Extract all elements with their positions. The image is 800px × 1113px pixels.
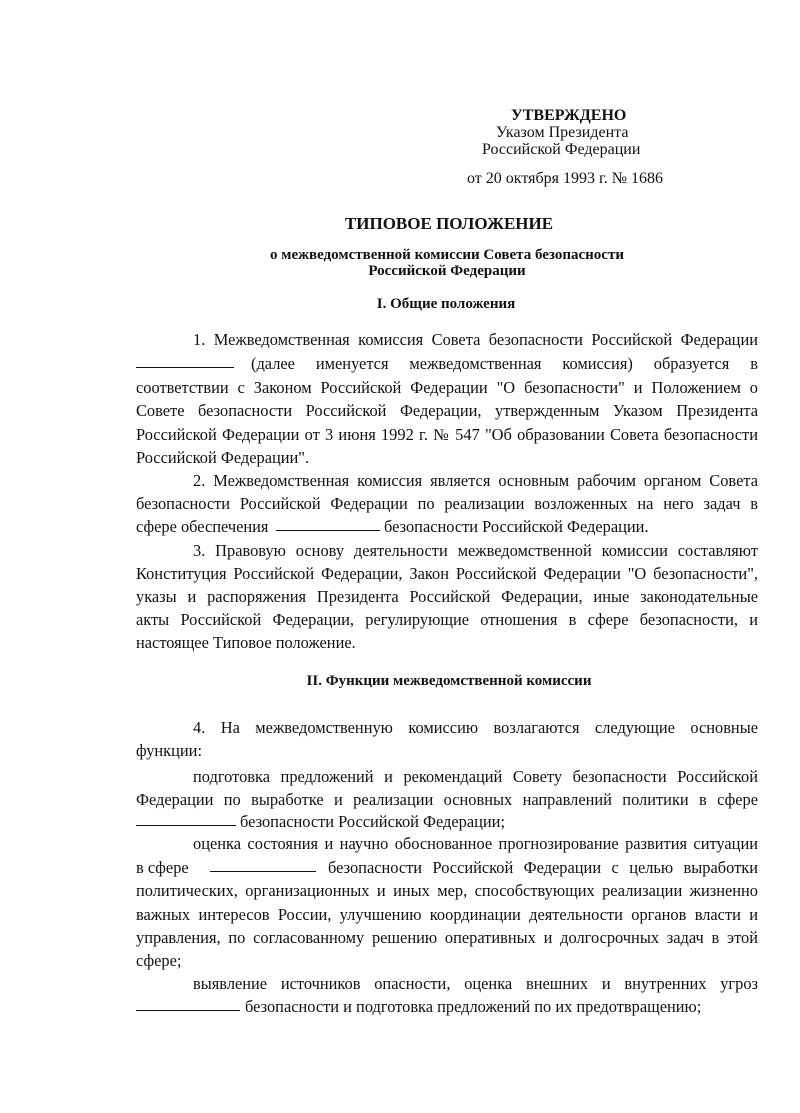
paragraph-2-line: безопасности Российской Федерации. xyxy=(384,517,649,536)
document-title: ТИПОВОЕ ПОЛОЖЕНИЕ xyxy=(344,214,554,233)
blank-field xyxy=(210,857,316,872)
approval-line-1: Указом Президента xyxy=(496,124,629,141)
paragraph-3-line: настоящее Типовое положение. xyxy=(136,633,356,652)
function-item-2-line: политических, организационных и иных мер, способствующих реализации жизненно xyxy=(136,881,758,900)
paragraph-1-line: Российской Федерации от 3 июня 1992 г. № 547 "Об образовании Совета безопасности xyxy=(136,425,758,444)
approval-date: от 20 октября 1993 г. № 1686 xyxy=(467,170,664,187)
blank-field xyxy=(136,996,240,1011)
function-item-1-line: подготовка предложений и рекомендаций Совету безопасности Российской xyxy=(193,767,758,786)
section-1-heading: I. Общие положения xyxy=(376,296,516,312)
blank-field xyxy=(276,516,380,531)
paragraph-1-line: (далее именуется межведомственная комиссия) образуется в xyxy=(251,354,758,373)
blank-field xyxy=(136,353,234,368)
paragraph-1-line: Российской Федерации". xyxy=(136,448,310,467)
paragraph-1-line: соответствии с Законом Российской Федерации "О безопасности" и Положением о xyxy=(136,378,758,397)
paragraph-2-line: 2. Межведомственная комиссия является основным рабочим органом Совета xyxy=(193,471,758,490)
paragraph-3-line: Конституция Российской Федерации, Закон Российской Федерации "О безопасности", xyxy=(136,564,758,583)
approval-title: УТВЕРЖДЕНО xyxy=(511,107,627,124)
paragraph-4-line: 4. На межведомственную комиссию возлагаются следующие основные xyxy=(193,718,758,737)
function-item-2-line: важных интересов России, улучшению координации деятельности органов власти и xyxy=(136,905,758,924)
blank-field xyxy=(136,811,236,826)
function-item-3-line: безопасности и подготовка предложений по их предотвращению; xyxy=(245,997,702,1016)
function-item-2-line: безопасности Российской Федерации с целью выработки xyxy=(328,858,758,877)
function-item-3-line: выявление источников опасности, оценка внешних и внутренних угроз xyxy=(193,974,758,993)
paragraph-2-line: сфере обеспечения xyxy=(136,517,269,536)
paragraph-1-line: 1. Межведомственная комиссия Совета безопасности Российской Федерации xyxy=(193,330,758,349)
document-subtitle-line-2: Российской Федерации xyxy=(368,263,526,279)
paragraph-1-line: Совете безопасности Российской Федерации, утвержденным Указом Президента xyxy=(136,401,758,420)
paragraph-3-line: акты Российской Федерации, регулирующие отношения в сфере безопасности, и xyxy=(136,610,758,629)
paragraph-3-line: 3. Правовую основу деятельности межведомственной комиссии составляют xyxy=(193,541,758,560)
function-item-2-line: оценка состояния и научно обоснованное прогнозирование развития ситуации xyxy=(193,834,758,853)
document-subtitle-line-1: о межведомственной комиссии Совета безопасности xyxy=(270,247,624,263)
paragraph-3-line: указы и распоряжения Президента Российской Федерации, иные законодательные xyxy=(136,587,758,606)
function-item-2-line: в сфере xyxy=(136,858,189,877)
function-item-1-line: безопасности Российской Федерации; xyxy=(240,812,506,831)
function-item-2-line: сфере; xyxy=(136,951,182,970)
section-2-heading: II. Функции межведомственной комиссии xyxy=(306,673,592,689)
approval-line-2: Российской Федерации xyxy=(482,141,641,158)
function-item-1-line: Федерации по выработке и реализации основных направлений политики в сфере xyxy=(136,790,758,809)
paragraph-4-line: функции: xyxy=(136,741,203,760)
function-item-2-line: управления, по согласованному решению оперативных и долгосрочных задач в этой xyxy=(136,928,758,947)
paragraph-2-line: безопасности Российской Федерации по реализации возложенных на него задач в xyxy=(136,494,758,513)
